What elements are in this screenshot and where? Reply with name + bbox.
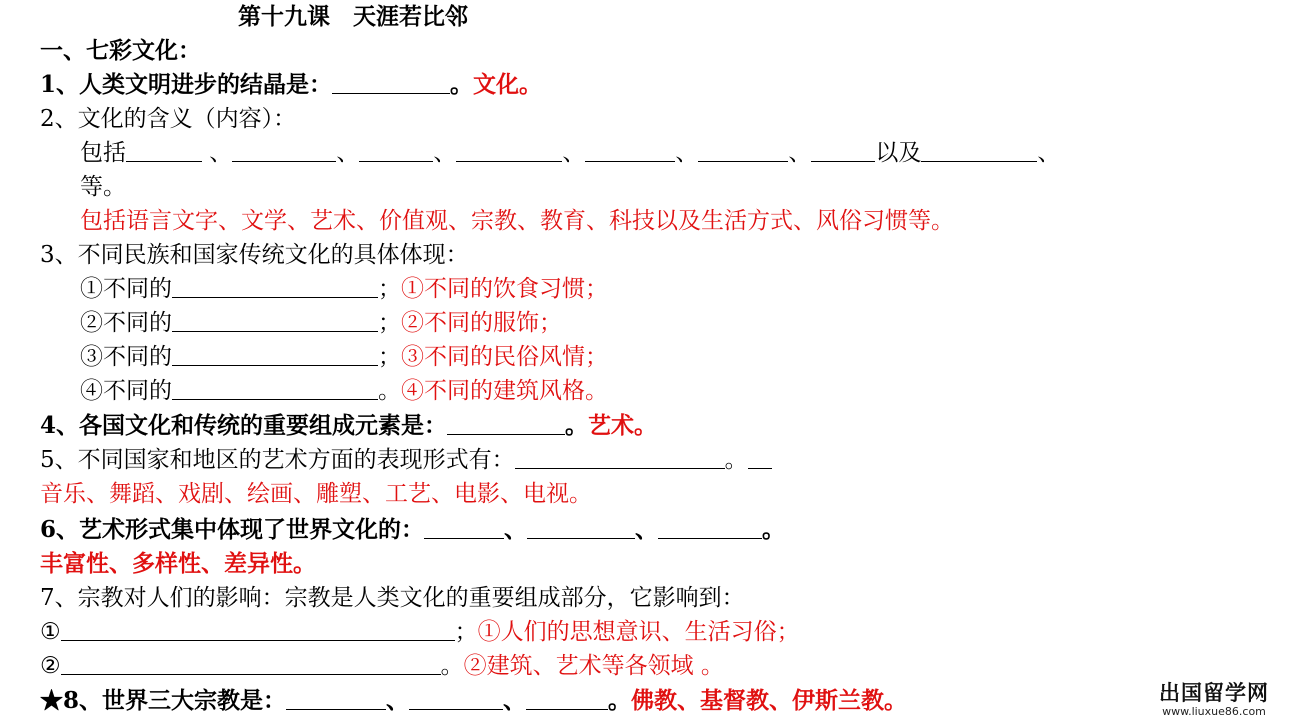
question-6: 6、艺术形式集中体现了世界文化的： 、 、 。: [40, 516, 786, 543]
question-3-answer: ③不同的民俗风情；: [401, 344, 608, 370]
question-7-answer: ①人们的思想意识、生活习俗；: [477, 619, 800, 645]
answer-blank[interactable]: [526, 687, 608, 710]
question-1: 1、人类文明进步的结晶是： 。文化。: [40, 71, 543, 98]
answer-blank[interactable]: [921, 139, 1037, 162]
question-3-answer: ①不同的饮食习惯；: [401, 276, 608, 302]
answer-blank[interactable]: [61, 652, 441, 675]
question-3-item: ①不同的 ；①不同的饮食习惯；: [80, 276, 608, 302]
question-4: 4、各国文化和传统的重要组成元素是： 。艺术。: [40, 412, 658, 439]
question-7: 7、宗教对人们的影响：宗教是人类文化的重要组成部分，它影响到：: [40, 585, 745, 611]
question-8: ★8、世界三大宗教是： 、 、 。佛教、基督教、伊斯兰教。: [40, 687, 908, 714]
answer-blank[interactable]: [658, 516, 762, 539]
question-2: 2、文化的含义（内容）：: [40, 106, 297, 132]
question-3-answer: ②不同的服饰；: [401, 310, 562, 336]
answer-blank[interactable]: [698, 139, 788, 162]
question-3-item: ②不同的 ；②不同的服饰；: [80, 310, 562, 336]
watermark-text: 出国留学网: [1159, 681, 1269, 705]
answer-blank[interactable]: [409, 687, 503, 710]
question-7-answer: ②建筑、艺术等各领域 。: [463, 653, 724, 679]
answer-blank[interactable]: [527, 516, 635, 539]
section-heading: 一、七彩文化：: [40, 37, 201, 64]
question-3-answer: ④不同的建筑风格。: [401, 378, 608, 404]
question-3-item: ④不同的 。④不同的建筑风格。: [80, 378, 608, 404]
question-7-item: ① ；①人们的思想意识、生活习俗；: [40, 619, 800, 645]
question-5: 5、不同国家和地区的艺术方面的表现形式有： 。: [40, 445, 772, 475]
answer-blank[interactable]: [359, 139, 433, 162]
answer-blank[interactable]: [232, 139, 336, 162]
answer-blank[interactable]: [286, 687, 386, 710]
answer-blank[interactable]: [172, 343, 378, 366]
question-2-deng: 等。: [80, 174, 126, 200]
question-7-item: ② 。②建筑、艺术等各领域 。: [40, 653, 724, 679]
question-1-text: 1、人类文明进步的结晶是：: [40, 71, 333, 98]
question-3: 3、不同民族和国家传统文化的具体体现：: [40, 242, 469, 268]
question-8-answer: 佛教、基督教、伊斯兰教。: [631, 687, 908, 714]
question-3-item: ③不同的 ；③不同的民俗风情；: [80, 344, 608, 370]
answer-blank[interactable]: [447, 412, 565, 435]
question-6-answer: 丰富性、多样性、差异性。: [40, 550, 316, 577]
answer-blank[interactable]: [424, 516, 504, 539]
question-2-blanks: 包括 、 、 、 、 、 、 以及 、: [80, 140, 1061, 166]
answer-blank[interactable]: [172, 275, 378, 298]
question-4-answer: 艺术。: [588, 412, 658, 439]
question-2-answer: 包括语言文字、文学、艺术、价值观、宗教、教育、科技以及生活方式、风俗习惯等。: [80, 208, 954, 234]
answer-blank[interactable]: [126, 139, 202, 162]
answer-blank[interactable]: [585, 139, 675, 162]
question-1-answer: 文化。: [473, 71, 543, 98]
page-title: 第十九课 天涯若比邻: [238, 3, 468, 30]
answer-blank[interactable]: [172, 377, 378, 400]
answer-blank[interactable]: [811, 139, 875, 162]
answer-blank[interactable]: [748, 446, 772, 469]
watermark-logo: [1159, 677, 1269, 718]
answer-blank[interactable]: [332, 71, 450, 94]
question-5-answer: 音乐、舞蹈、戏剧、绘画、雕塑、工艺、电影、电视。: [40, 481, 592, 507]
answer-blank[interactable]: [61, 618, 455, 641]
watermark-url: www.liuxue86.com: [1162, 705, 1266, 718]
answer-blank[interactable]: [515, 446, 725, 469]
answer-blank[interactable]: [456, 139, 562, 162]
answer-blank[interactable]: [172, 309, 378, 332]
